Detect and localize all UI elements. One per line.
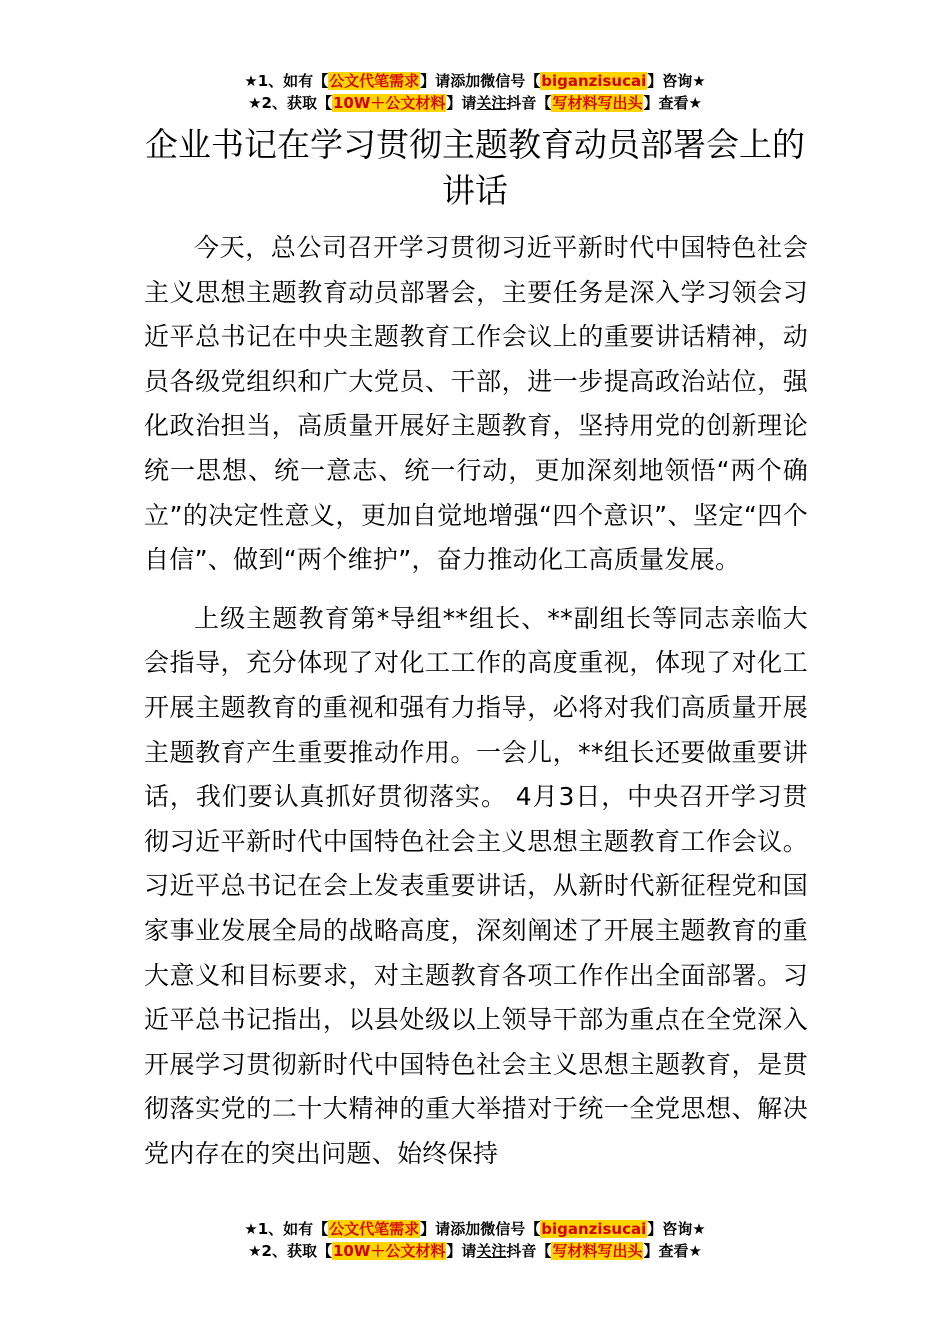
promo-line-1-suffix: 】咨询★ xyxy=(647,72,706,90)
promo-line-1-prefix: ★1、如有【 xyxy=(244,72,329,90)
promo-line-1-highlight-wechat: biganzisucai xyxy=(541,1220,647,1238)
promo-line-2-prefix: ★2、获取【 xyxy=(248,94,332,112)
promo-line-2-follow: 关注 xyxy=(476,1242,507,1260)
promo-line-2-highlight-douyin: 写材料写出头 xyxy=(552,94,643,112)
promo-banner-top xyxy=(0,70,950,114)
promo-banner-bottom xyxy=(0,1218,950,1262)
promo-line-2-highlight-materials: 10W＋公文材料 xyxy=(332,94,446,112)
promo-line-2-mid2: 抖音【 xyxy=(506,94,552,112)
promo-line-1-mid: 】请 xyxy=(420,1220,451,1238)
document-title: 企业书记在学习贯彻主题教育动员部署会上的讲话 xyxy=(145,125,805,210)
document-body xyxy=(144,226,808,1190)
promo-line-1-mid2: 微信号【 xyxy=(480,1220,541,1238)
promo-line-2-follow: 关注 xyxy=(476,94,507,112)
promo-line-1-highlight-service: 公文代笔需求 xyxy=(329,72,420,90)
promo-line-2-mid: 】请 xyxy=(446,94,477,112)
promo-line-1-add: 添加 xyxy=(450,72,481,90)
promo-line-2-suffix: 】查看★ xyxy=(643,1242,702,1260)
promo-line-1-highlight-wechat: biganzisucai xyxy=(541,72,647,90)
promo-line-2 xyxy=(0,92,950,114)
body-paragraph-1: 今天，总公司召开学习贯彻习近平新时代中国特色社会主义思想主题教育动员部署会，主要任务是深入学习领会习近平总书记在中央主题教育工作会议上的重要讲话精神，动员各级党组织和广大党员、干部，进一步提高政治站位，强化政治担当，高质量开展好主题教育，坚持用党的创新理论统一思想、统一意志、统一行动，更加深刻地领悟“两个确立”的决定性意义，更加自觉地增强“四个意识”、坚定“四个自信”、做到“两个维护”，奋力推动化工高质量发展。 xyxy=(144,233,808,575)
promo-line-1-add: 添加 xyxy=(450,1220,481,1238)
promo-line-2-highlight-douyin: 写材料写出头 xyxy=(552,1242,643,1260)
promo-line-2-suffix: 】查看★ xyxy=(643,94,702,112)
promo-line-1-mid: 】请 xyxy=(420,72,451,90)
body-paragraph-2: 上级主题教育第*导组**组长、**副组长等同志亲临大会指导，充分体现了对化工工作的高度重视，体现了对化工开展主题教育的重视和强有力指导，必将对我们高质量开展主题教育产生重要推动作用。一会儿，**组长还要做重要讲话，我们要认真抓好贯彻落实。 4月3日，中央召开学习贯彻习近平新时代中国特色社会主义思想主题教育工作会议。习近平总书记在会上发表重要讲话，从新时代新征程党和国家事业发展全局的战略高度，深刻阐述了开展主题教育的重大意义和目标要求，对主题教育各项工作作出全面部署。习近平总书记指出，以县处级以上领导干部为重点在全党深入开展学习贯彻新时代中国特色社会主义思想主题教育，是贯彻落实党的二十大精神的重大举措对于统一全党思想、解决党内存在的突出问题、始终保持 xyxy=(144,603,808,1168)
promo-line-1-highlight-service: 公文代笔需求 xyxy=(329,1220,420,1238)
promo-line-2-prefix: ★2、获取【 xyxy=(248,1242,332,1260)
promo-line-1 xyxy=(0,70,950,92)
promo-line-2-mid: 】请 xyxy=(446,1242,477,1260)
promo-line-2-mid2: 抖音【 xyxy=(506,1242,552,1260)
promo-line-2 xyxy=(0,1240,950,1262)
promo-line-1 xyxy=(0,1218,950,1240)
promo-line-2-highlight-materials: 10W＋公文材料 xyxy=(332,1242,446,1260)
promo-line-1-prefix: ★1、如有【 xyxy=(244,1220,329,1238)
promo-line-1-mid2: 微信号【 xyxy=(480,72,541,90)
promo-line-1-suffix: 】咨询★ xyxy=(647,1220,706,1238)
